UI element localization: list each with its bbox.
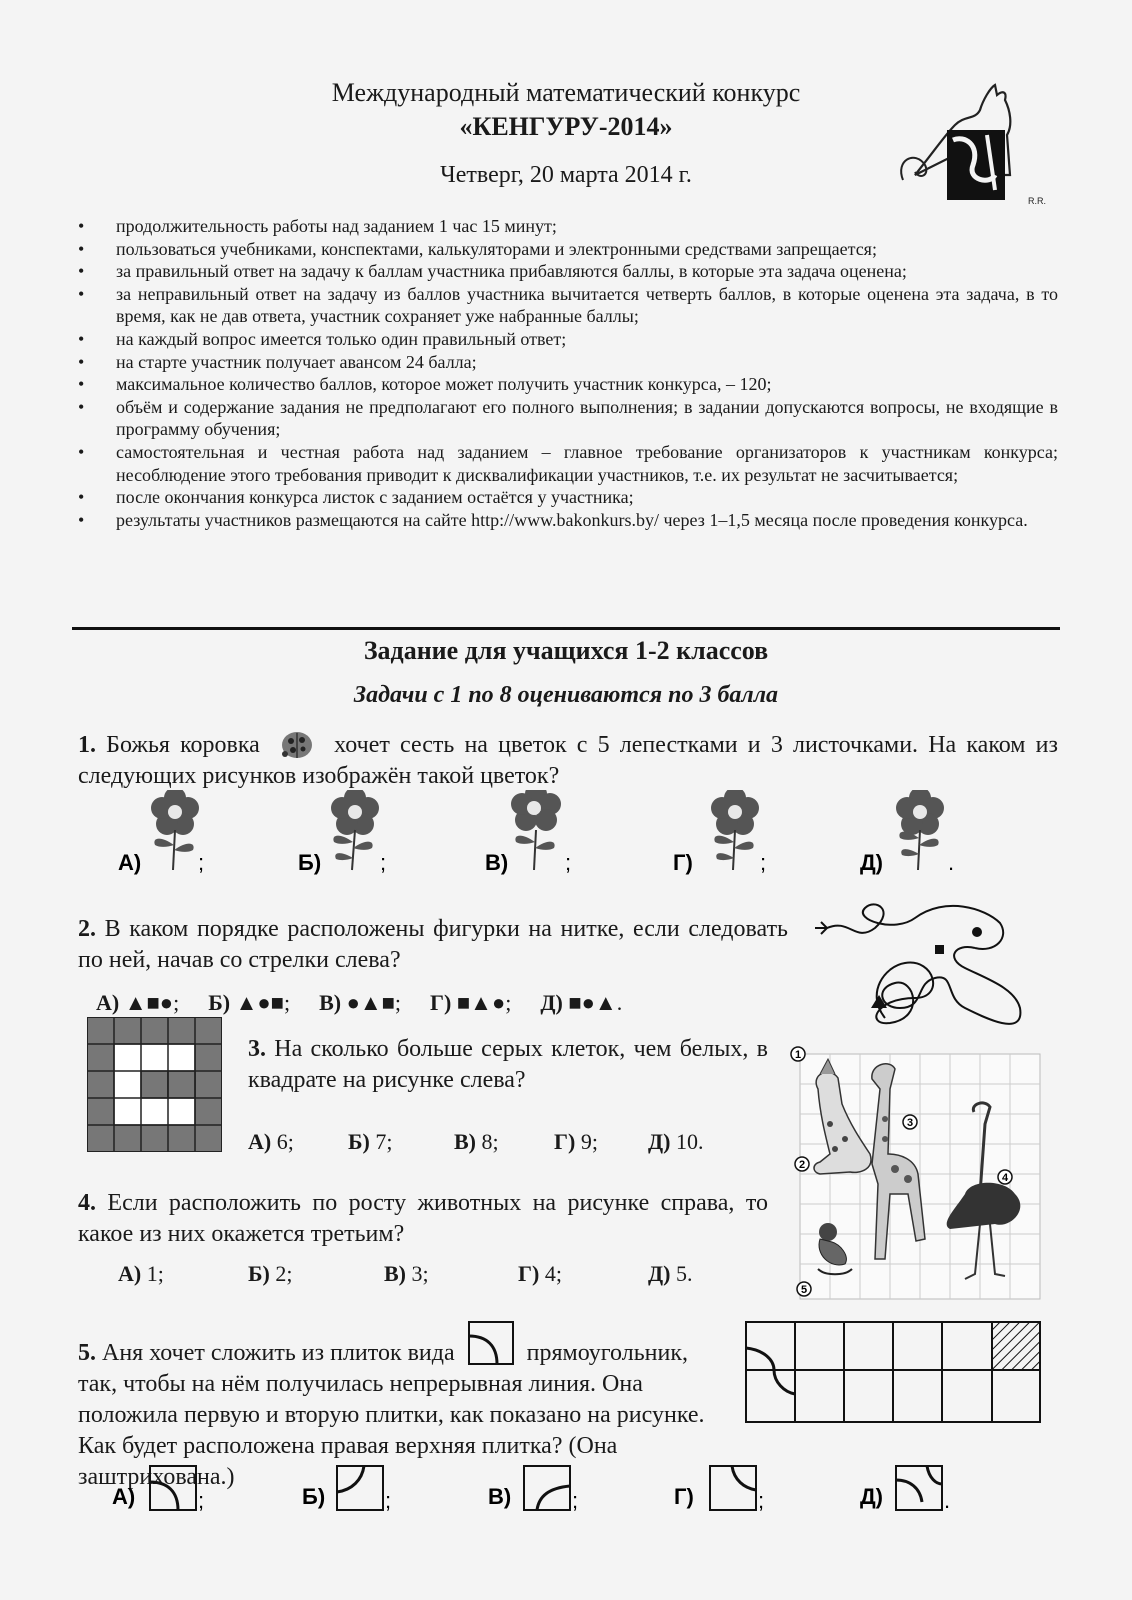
contest-title: Международный математический конкурс [331,78,801,107]
question-1 [78,727,1058,792]
option-label: А) [112,1484,136,1509]
marker: 1 [795,1049,802,1061]
q5-options [112,1462,992,1522]
question-2 [78,914,788,976]
q1-options [100,790,1000,890]
option-g[interactable] [674,1466,764,1513]
string-figure [805,898,1050,1048]
option-d[interactable] [860,1466,950,1513]
option-v[interactable]: В) 3; [384,1261,429,1286]
option-label: Д) [860,1484,883,1509]
animals-picture [790,1044,1045,1304]
question-number: 2. [78,916,96,942]
option-v[interactable]: В) 8; [454,1129,499,1154]
marker: 3 [907,1117,914,1129]
rule-item: • объём и содержание задания не предполагают его полного выполнения; в задании допускаются вопросы, не входящие в программу обучения; [78,396,1058,441]
option-end: . [944,1488,951,1513]
tile-rectangle [744,1320,1042,1424]
option-end: ; [385,1488,392,1513]
option-end: ; [760,850,767,875]
option-g-flower[interactable] [673,790,766,875]
question-number: 5. [78,1340,96,1366]
task-subtitle: Задачи с 1 по 8 оцениваются по 3 балла [353,682,779,708]
rule-item: • продолжительность работы над заданием 1 час 15 минут; [78,215,1058,238]
logo-initials: R.R. [1028,196,1046,206]
option-label: А) [118,850,142,875]
marker: 4 [1002,1172,1009,1184]
rule-item: • самостоятельная и честная работа над заданием – главное требование организаторов к участникам конкурса; несоблюдение этого требования приводит к дисквалификации участников, т.е. их результат не засчитывается; [78,441,1058,486]
option-g[interactable]: Г) 4; [518,1261,562,1286]
option-label: Б) [298,850,322,875]
section-divider [72,627,1060,630]
option-d[interactable]: Д) 10. [648,1129,704,1154]
question-number: 4. [78,1190,96,1216]
task-title: Задание для учащихся 1-2 классов [363,636,769,665]
option-d-flower[interactable] [860,790,954,875]
option-b[interactable] [302,1466,391,1513]
question-4 [78,1188,768,1250]
ladybug-icon [278,727,316,761]
question-text: В каком порядке расположены фигурки на нитке, если следовать по ней, начав со стрелки слева? [78,916,788,973]
rules-list [78,215,1058,531]
option-end: ; [198,1488,205,1513]
option-b[interactable]: Б) 2; [248,1261,293,1286]
option-label: В) [488,1484,512,1509]
question-number: 3. [248,1036,266,1062]
option-a[interactable] [112,1466,204,1513]
option-a[interactable]: А) 6; [248,1129,294,1154]
option-b-flower[interactable] [298,790,386,875]
question-text: прямоугольник, так, чтобы на нём получилась непрерывная линия. Она положила первую и вторую плитки, как показано на рисунке. Как будет расположена правая верхняя плитка? (Она заштрихована.) [78,1340,705,1490]
rule-item: • максимальное количество баллов, которое может получить участник конкурса, – 120; [78,373,1058,396]
kangaroo-logo [895,80,1065,210]
rule-item: • на старте участник получает авансом 24 балла; [78,351,1058,374]
option-end: ; [758,1488,765,1513]
option-label: Г) [673,850,693,875]
marker: 5 [801,1284,808,1296]
option-end: ; [572,1488,579,1513]
question-text: Если расположить по росту животных на рисунке справа, то какое из них окажется третьим? [78,1190,768,1247]
option-v-flower[interactable] [485,790,571,875]
question-number: 1. [78,732,96,758]
option-end: ; [565,850,572,875]
marker: 2 [799,1159,806,1171]
rule-item: • за правильный ответ на задачу к баллам участника прибавляются баллы, в которые эта задача оценена; [78,260,1058,283]
option-b[interactable]: Б) 7; [348,1129,393,1154]
option-b[interactable]: Б) ▲●■; [208,990,291,1015]
contest-date: Четверг, 20 марта 2014 г. [440,162,692,188]
option-label: Г) [674,1484,694,1509]
option-v[interactable]: В) ●▲■; [319,990,402,1015]
option-a[interactable]: А) 1; [118,1261,164,1286]
option-v[interactable] [488,1466,578,1513]
option-end: ; [380,850,387,875]
question-3 [248,1034,768,1096]
option-a[interactable]: А) ▲■●; [96,990,180,1015]
option-g[interactable]: Г) ■▲●; [430,990,512,1015]
question-text: Божья коровка [106,732,260,758]
question-text: Аня хочет сложить из плиток вида [102,1340,455,1366]
contest-name: «КЕНГУРУ-2014» [459,112,673,141]
q3-grid [87,1017,222,1152]
rule-item: • за неправильный ответ на задачу из баллов участника вычитается четверть баллов, в которые оценена эта задача, в то время, как не дав ответа, участник сохраняет уже набранные баллы; [78,283,1058,328]
option-label: В) [485,850,509,875]
option-end: . [948,850,955,875]
question-text: На сколько больше серых клеток, чем белых, в квадрате на рисунке слева? [248,1036,769,1093]
question-text: хочет сесть на цветок с 5 лепестками и 3 листочками. На каком из следующих рисунков изображён такой цветок? [78,732,1058,789]
rule-item: • результаты участников размещаются на сайте http://www.bakonkurs.by/ через 1–1,5 месяца после проведения конкурса. [78,509,1058,532]
rule-item: • пользоваться учебниками, конспектами, калькуляторами и электронными средствами запрещается; [78,238,1058,261]
rule-item: • после окончания конкурса листок с заданием остаётся у участника; [78,486,1058,509]
tile-icon [467,1320,515,1366]
option-label: Б) [302,1484,326,1509]
option-end: ; [198,850,205,875]
rule-item: • на каждый вопрос имеется только один правильный ответ; [78,328,1058,351]
option-a-flower[interactable] [118,790,204,875]
q2-options [96,990,796,1016]
option-d[interactable]: Д) ■●▲. [540,990,623,1015]
option-label: Д) [860,850,883,875]
option-g[interactable]: Г) 9; [554,1129,598,1154]
option-d[interactable]: Д) 5. [648,1261,693,1286]
